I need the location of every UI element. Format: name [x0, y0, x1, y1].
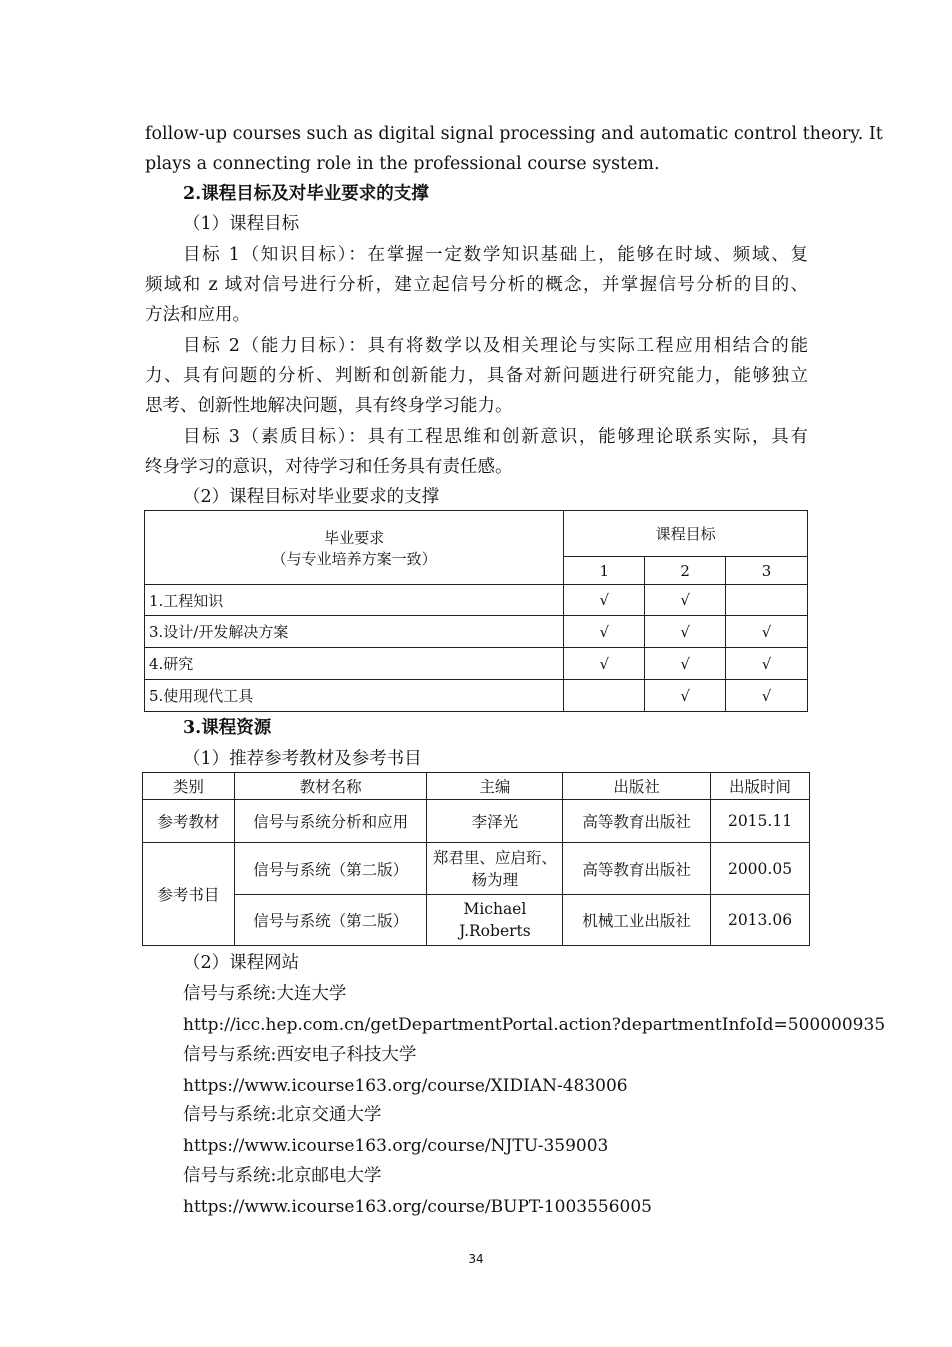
title-cell: 信号与系统（第二版） [234, 843, 427, 895]
requirement-cell: 1.工程知识 [145, 585, 564, 616]
publisher-cell: 机械工业出版社 [563, 895, 711, 946]
check-cell: √ [564, 648, 645, 680]
title-cell: 信号与系统（第二版） [234, 895, 427, 946]
table-row [145, 648, 808, 680]
section-3-heading: 3.课程资源 [183, 718, 272, 738]
check-cell: √ [564, 585, 645, 616]
site-name: 信号与系统:北京交通大学 [183, 1105, 382, 1125]
check-cell [726, 585, 808, 616]
books-header-publisher: 出版社 [563, 773, 711, 800]
goal-col-3: 3 [726, 557, 808, 585]
table-row [143, 800, 810, 843]
editor-cell [427, 895, 563, 946]
check-cell: √ [726, 648, 808, 680]
editor-line-1: 郑君里、应启珩、 [432, 848, 557, 867]
editor-line-1: Michael [463, 900, 527, 918]
check-cell: √ [564, 616, 645, 648]
goal-1-line-1: 目标 1（知识目标）：在掌握一定数学知识基础上，能够在时域、频域、复 [183, 245, 808, 265]
site-name: 信号与系统:北京邮电大学 [183, 1166, 382, 1186]
books-header-category: 类别 [143, 773, 235, 800]
category-cell: 参考书目 [143, 843, 235, 946]
site-url-link[interactable]: https://www.icourse163.org/course/XIDIAN-483006 [183, 1076, 628, 1096]
publisher-cell: 高等教育出版社 [563, 800, 711, 843]
check-cell: √ [726, 680, 808, 712]
site-name: 信号与系统:西安电子科技大学 [183, 1045, 417, 1065]
books-header-date: 出版时间 [711, 773, 810, 800]
check-cell: √ [645, 585, 726, 616]
requirement-cell: 5.使用现代工具 [145, 680, 564, 712]
check-cell [564, 680, 645, 712]
goal-2-line-2: 力、具有问题的分析、判断和创新能力，具备对新问题进行研究能力，能够独立 [145, 366, 808, 386]
section-2-heading: 2.课程目标及对毕业要求的支撑 [183, 184, 429, 204]
requirement-cell: 4.研究 [145, 648, 564, 680]
check-cell: √ [645, 616, 726, 648]
site-url-link[interactable]: https://www.icourse163.org/course/NJTU-359003 [183, 1136, 609, 1156]
category-cell: 参考教材 [143, 800, 235, 843]
goal-2-line-1: 目标 2（能力目标）：具有将数学以及相关理论与实际工程应用相结合的能 [183, 336, 808, 356]
books-header-row [143, 773, 810, 800]
editor-line-2: J.Roberts [459, 922, 531, 940]
goal-3-line-2: 终身学习的意识，对待学习和任务具有责任感。 [145, 457, 513, 477]
table-row [143, 843, 810, 895]
date-cell: 2000.05 [711, 843, 810, 895]
table-row [145, 585, 808, 616]
requirement-header-line-2: （与专业培养方案一致） [271, 549, 437, 568]
intro-line-2: plays a connecting role in the professional course system. [145, 154, 660, 174]
section-3-subheading-websites: （2）课程网站 [183, 953, 300, 973]
support-table [144, 510, 808, 712]
title-cell: 信号与系统分析和应用 [234, 800, 427, 843]
goal-3-line-1: 目标 3（素质目标）：具有工程思维和创新意识，能够理论联系实际，具有 [183, 427, 808, 447]
goal-2-line-3: 思考、创新性地解决问题，具有终身学习能力。 [145, 396, 513, 416]
check-cell: √ [645, 648, 726, 680]
section-2-subheading-goals: （1）课程目标 [183, 214, 300, 234]
site-url-link[interactable]: https://www.icourse163.org/course/BUPT-1003556005 [183, 1197, 652, 1217]
intro-line-1: follow-up courses such as digital signal processing and automatic control theory. It [145, 124, 883, 144]
date-cell: 2015.11 [711, 800, 810, 843]
site-url-link[interactable]: http://icc.hep.com.cn/getDepartmentPortal.action?departmentInfoId=500000935 [183, 1015, 886, 1035]
section-3-subheading-books: （1）推荐参考教材及参考书目 [183, 749, 422, 769]
check-cell: √ [645, 680, 726, 712]
check-cell: √ [726, 616, 808, 648]
books-header-title: 教材名称 [234, 773, 427, 800]
editor-cell: 李泽光 [427, 800, 563, 843]
goal-1-line-2: 频域和 z 域对信号进行分析，建立起信号分析的概念，并掌握信号分析的目的、 [145, 275, 808, 295]
requirement-cell: 3.设计/开发解决方案 [145, 616, 564, 648]
site-name: 信号与系统:大连大学 [183, 984, 347, 1004]
goal-1-line-3: 方法和应用。 [145, 305, 250, 325]
editor-cell [427, 843, 563, 895]
support-header-requirement [145, 511, 564, 585]
editor-line-2: 杨为理 [471, 870, 519, 889]
goal-col-2: 2 [645, 557, 726, 585]
date-cell: 2013.06 [711, 895, 810, 946]
books-table [142, 772, 810, 946]
support-header-goals: 课程目标 [564, 511, 808, 557]
goal-col-1: 1 [564, 557, 645, 585]
table-row [145, 616, 808, 648]
publisher-cell: 高等教育出版社 [563, 843, 711, 895]
table-row [143, 895, 810, 946]
page-number: 34 [468, 1252, 484, 1266]
section-2-subheading-support: （2）课程目标对毕业要求的支撑 [183, 487, 440, 507]
requirement-header-line-1: 毕业要求 [324, 528, 385, 547]
books-header-editor: 主编 [427, 773, 563, 800]
table-row [145, 680, 808, 712]
